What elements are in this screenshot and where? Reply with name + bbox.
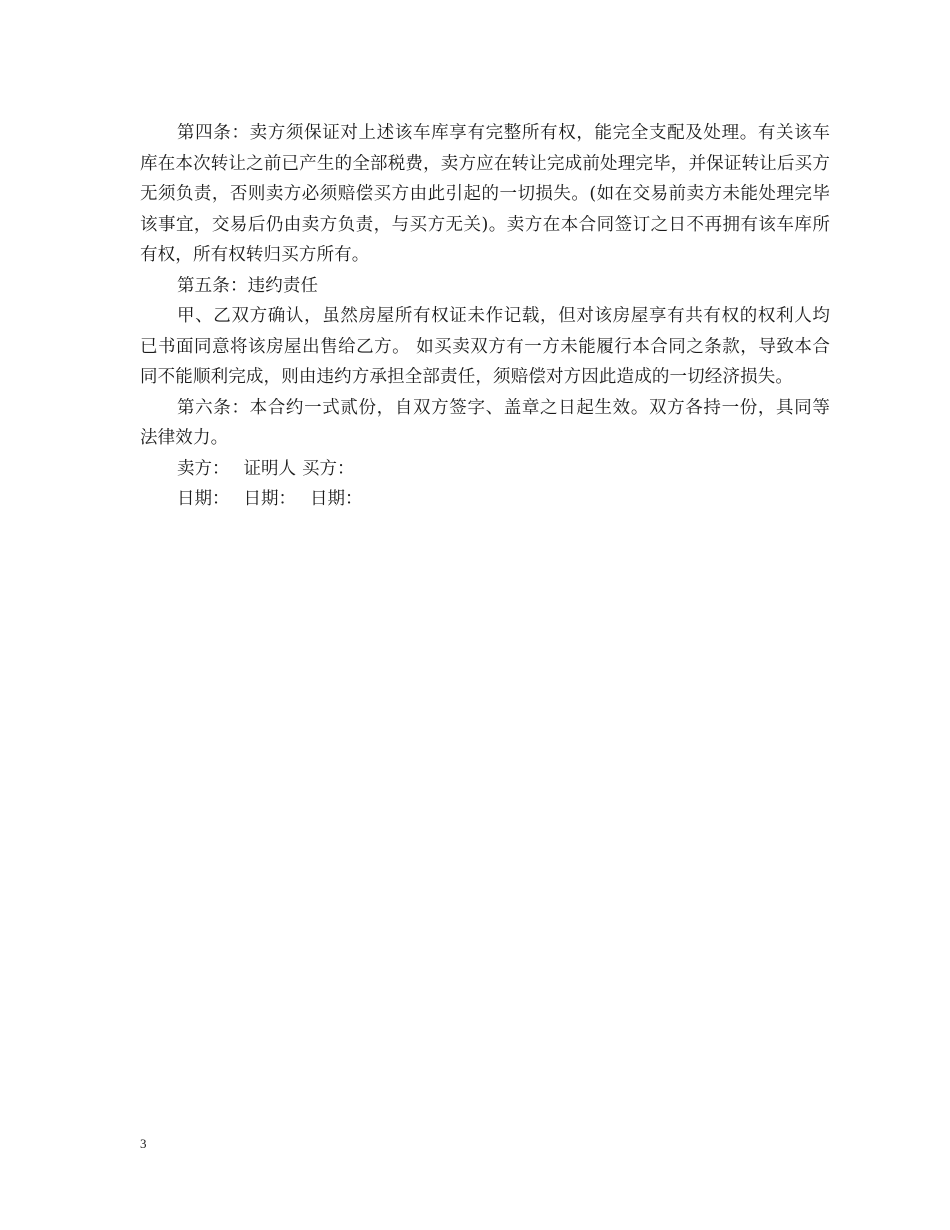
witness-label: 证明人: [243, 458, 296, 479]
buyer-label: 买方：: [302, 458, 355, 479]
date-row: [140, 484, 830, 515]
document-body: [140, 118, 830, 515]
witness-date-label: 日期：: [243, 489, 296, 509]
clause-five-heading: 第五条：违约责任: [177, 275, 319, 296]
signature-row: [140, 454, 830, 485]
buyer-date-label: 日期：: [310, 489, 363, 509]
breach-liability-paragraph: 甲、乙双方确认，虽然房屋所有权证未作记载，但对该房屋享有共有权的权利人均已书面同意将该房屋出售给乙方。 如买卖双方有一方未能履行本合同之条款，导致本合同不能顺利完成，则由违约方承担全部责任，须赔偿对方因此造成的一切经济损失。: [140, 306, 830, 387]
seller-date-label: 日期：: [177, 489, 230, 509]
page-number: 3: [140, 1136, 147, 1151]
seller-label: 卖方：: [177, 458, 230, 479]
clause-six-paragraph: 第六条：本合约一式贰份，自双方签字、盖章之日起生效。双方各持一份，具同等法律效力。: [140, 397, 830, 448]
clause-four-paragraph: 第四条：卖方须保证对上述该车库享有完整所有权，能完全支配及处理。有关该车库在本次转让之前已产生的全部税费，卖方应在转让完成前处理完毕，并保证转让后买方无须负责，否则卖方必须赔偿买方由此引起的一切损失。(如在交易前卖方未能处理完毕该事宜，交易后仍由卖方负责，与买方无关)。卖方在本合同签订之日不再拥有该车库所有权，所有权转归买方所有。: [140, 123, 830, 265]
